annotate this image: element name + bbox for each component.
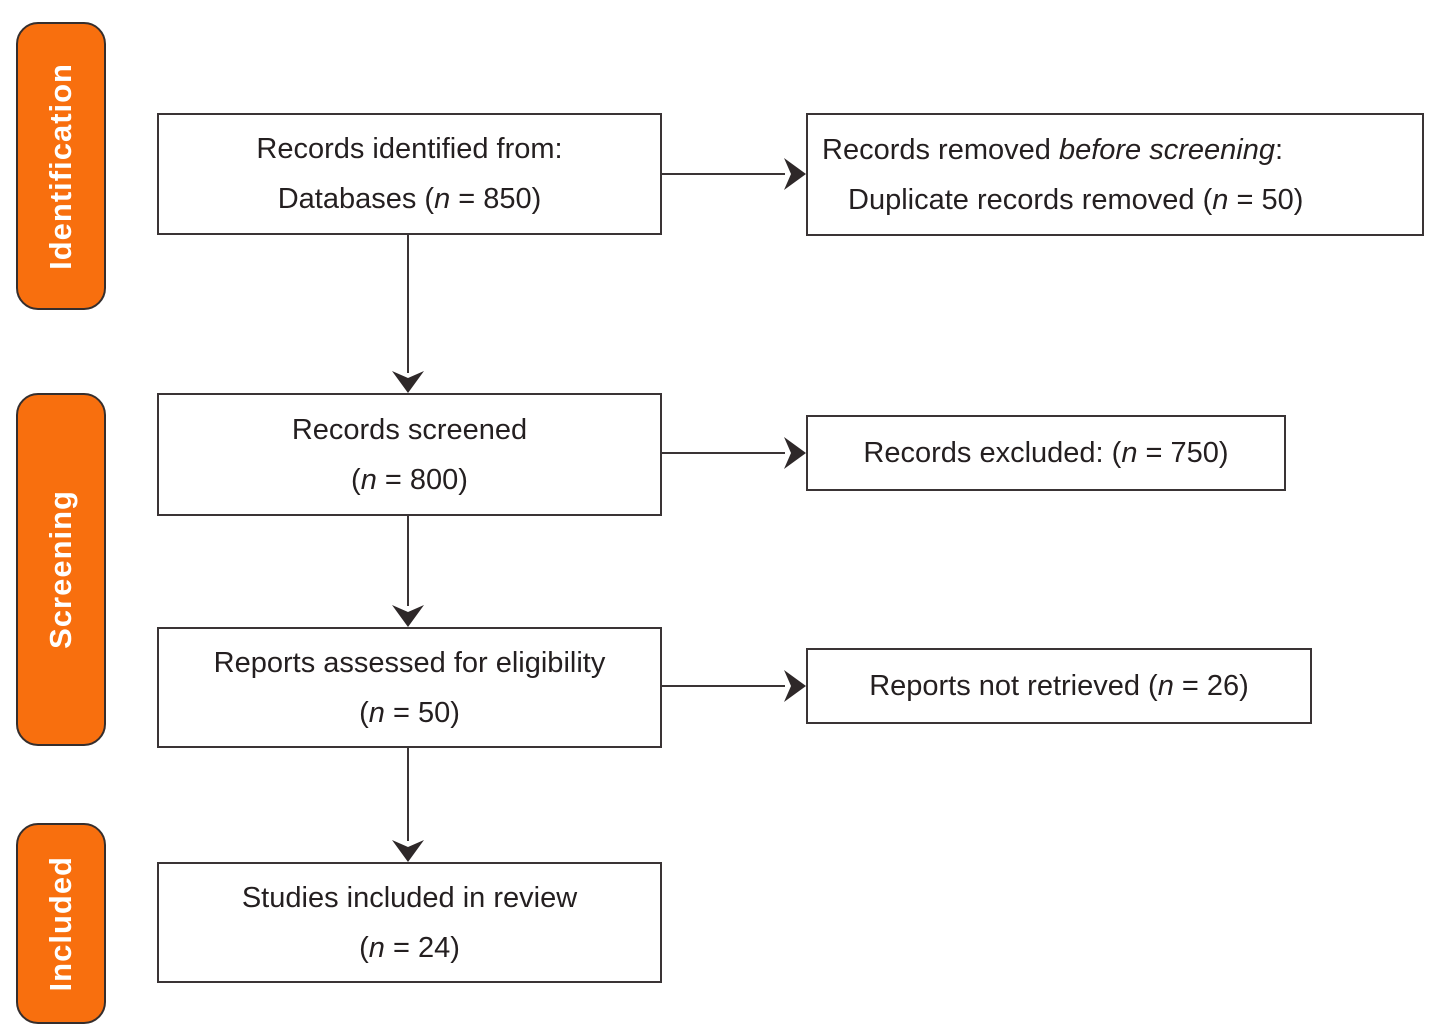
italic-text: n [368, 931, 385, 964]
text-line [359, 923, 460, 973]
text: = 800) [376, 463, 468, 496]
arrow-line [662, 173, 785, 175]
stage-label-screening [16, 393, 106, 746]
text: Records excluded: ( [863, 437, 1122, 469]
arrow-line [662, 685, 785, 687]
stage-label-identification-text: Identification [43, 62, 78, 270]
text-line [242, 873, 577, 923]
box-records-removed-before-screening [806, 113, 1424, 236]
arrowhead-right-icon [784, 670, 806, 702]
box-records-identified [157, 113, 662, 235]
text: Records removed [822, 133, 1059, 166]
text-line [863, 428, 1228, 478]
arrowhead-down-icon [392, 605, 424, 627]
arrowhead-shape [392, 371, 424, 393]
arrowhead-shape [784, 670, 806, 702]
stage-label-included [16, 823, 106, 1024]
text-line [278, 174, 542, 224]
stage-label-included-text: Included [43, 855, 78, 992]
text-line [359, 688, 460, 738]
text: = 850) [450, 183, 542, 215]
box-studies-included [157, 862, 662, 983]
arrow-line [407, 235, 409, 373]
text-line [351, 455, 468, 505]
italic-text: n [434, 183, 451, 215]
text: Duplicate records removed ( [848, 183, 1213, 216]
text: Records identified from: [256, 133, 563, 165]
stage-label-identification [16, 22, 106, 310]
text-line [214, 638, 606, 688]
arrowhead-shape [784, 158, 806, 190]
arrowhead-shape [392, 605, 424, 627]
text: Reports not retrieved ( [869, 670, 1158, 702]
text-line [822, 125, 1422, 175]
text: Databases ( [277, 183, 435, 215]
arrow-line [662, 452, 785, 454]
arrowhead-right-icon [784, 158, 806, 190]
italic-text: before screening [1058, 133, 1275, 166]
text-line [292, 405, 527, 455]
arrowhead-shape [392, 840, 424, 862]
italic-text: n [1212, 183, 1229, 216]
arrowhead-shape [784, 437, 806, 469]
italic-text: n [368, 696, 385, 729]
text: = 24) [384, 931, 460, 964]
arrow-line [407, 516, 409, 606]
text-line [869, 661, 1249, 711]
text: = 26) [1173, 670, 1249, 702]
text-line [256, 124, 562, 174]
italic-text: n [1121, 437, 1138, 469]
text: ( [359, 931, 369, 964]
arrowhead-right-icon [784, 437, 806, 469]
text-line [822, 175, 1422, 225]
box-reports-not-retrieved [806, 648, 1312, 724]
box-records-excluded [806, 415, 1286, 491]
text: Records screened [291, 413, 528, 446]
text: Reports assessed for eligibility [213, 646, 606, 679]
arrowhead-down-icon [392, 371, 424, 393]
text: = 50) [1228, 183, 1304, 216]
text: ( [351, 463, 361, 496]
text: = 50) [384, 696, 460, 729]
text: : [1274, 133, 1284, 166]
italic-text: n [1157, 670, 1174, 702]
arrow-line [407, 748, 409, 841]
text: = 750) [1137, 437, 1229, 469]
box-reports-assessed [157, 627, 662, 748]
text: ( [359, 696, 369, 729]
arrowhead-down-icon [392, 840, 424, 862]
box-records-screened [157, 393, 662, 516]
stage-label-screening-text: Screening [43, 490, 78, 649]
italic-text: n [360, 463, 377, 496]
text: Studies included in review [241, 881, 578, 914]
